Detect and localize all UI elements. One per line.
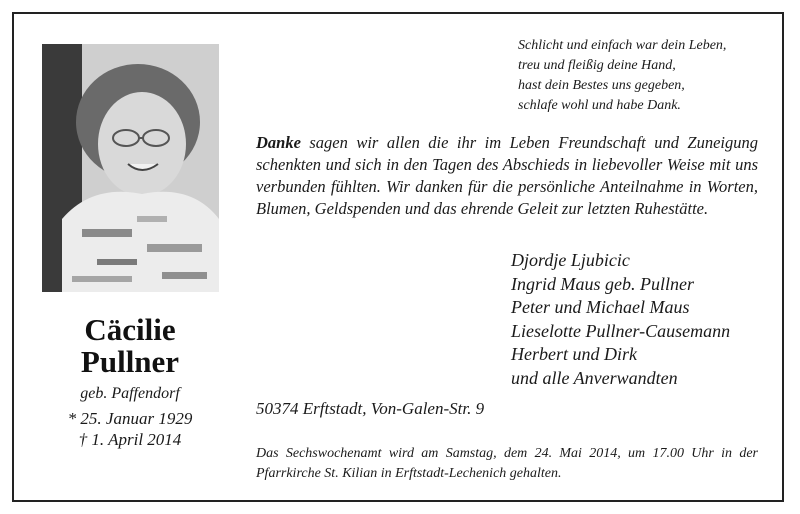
death-date: † 1. April 2014: [78, 430, 182, 449]
thanks-body: sagen wir allen die ihr im Leben Freundschaft und Zuneigung schenkten und sich in den Tagen des Abschieds in liebevoller Weise mit uns verbunden fühlten. Wir danken für die persönliche Anteilnahme in Worten, Blumen, Geldspenden und das ehrende Geleit zur letzten Ruhestätte.: [256, 133, 758, 218]
poem-line: hast dein Bestes uns gegeben,: [518, 78, 685, 93]
family-member: Lieselotte Pullner-Causemann: [511, 320, 731, 341]
portrait-photo: [42, 44, 219, 292]
family-member: Djordje Ljubicic: [511, 250, 630, 270]
poem: [518, 36, 726, 116]
thanks-paragraph: [256, 132, 758, 220]
maiden-name: geb. Paffendorf: [80, 385, 180, 402]
poem-line: Schlicht und einfach war dein Leben,: [518, 38, 727, 53]
family-member: und alle Anverwandten: [511, 367, 678, 388]
family-member: Peter und Michael Maus: [511, 297, 690, 317]
poem-line: treu und fleißig deine Hand,: [518, 58, 676, 73]
portrait-illustration: [42, 44, 219, 292]
service-notice: Das Sechswochenamt wird am Samstag, dem 24. Mai 2014, um 17.00 Uhr in der Pfarrkirche St. Kilian in Erftstadt-Lechenich gehalten.: [256, 446, 758, 481]
deceased-first-name: Cäcilie: [84, 312, 176, 347]
address: 50374 Erftstadt, Von-Galen-Str. 9: [256, 399, 485, 418]
family-member: Ingrid Maus geb. Pullner: [511, 273, 694, 294]
thanks-lead: Danke: [256, 133, 301, 152]
family-list: [511, 249, 730, 390]
poem-line: schlafe wohl und habe Dank.: [518, 98, 681, 113]
family-member: Herbert und Dirk: [511, 344, 637, 364]
deceased-last-name: Pullner: [80, 344, 180, 379]
birth-date: * 25. Januar 1929: [67, 409, 193, 428]
